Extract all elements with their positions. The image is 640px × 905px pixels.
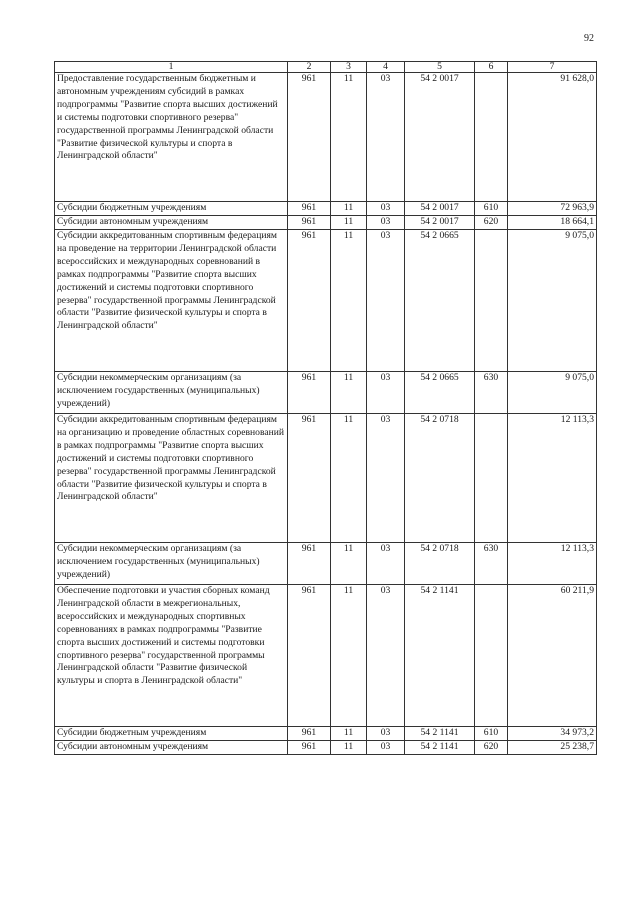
row-subsection: 03 bbox=[367, 543, 405, 585]
row-grbs: 961 bbox=[288, 216, 331, 230]
table-row bbox=[55, 216, 597, 230]
row-grbs: 961 bbox=[288, 73, 331, 202]
header-cell-3: 3 bbox=[331, 62, 367, 73]
row-section: 11 bbox=[331, 73, 367, 202]
row-amount: 72 963,9 bbox=[508, 202, 597, 216]
row-expense-type: 610 bbox=[475, 202, 508, 216]
row-subsection: 03 bbox=[367, 372, 405, 414]
row-subsection: 03 bbox=[367, 230, 405, 372]
row-name: Субсидии бюджетным учреждениям bbox=[55, 727, 288, 741]
row-target-article: 54 2 0017 bbox=[405, 202, 475, 216]
row-section: 11 bbox=[331, 216, 367, 230]
row-expense-type: 620 bbox=[475, 741, 508, 755]
header-cell-6: 6 bbox=[475, 62, 508, 73]
row-target-article: 54 2 0017 bbox=[405, 216, 475, 230]
row-grbs: 961 bbox=[288, 585, 331, 727]
row-subsection: 03 bbox=[367, 202, 405, 216]
row-grbs: 961 bbox=[288, 414, 331, 543]
table-row bbox=[55, 741, 597, 755]
table-row bbox=[55, 73, 597, 202]
row-subsection: 03 bbox=[367, 414, 405, 543]
row-subsection: 03 bbox=[367, 727, 405, 741]
row-name: Предоставление государственным бюджетным и автономным учреждениям субсидий в рамках подпрограммы "Развитие спорта высших достижений и системы подготовки спортивного резерва" государственной программы Ленинградской области "Развитие физической культуры и спорта в Ленинградской области" bbox=[55, 73, 288, 202]
row-expense-type bbox=[475, 73, 508, 202]
row-name: Субсидии аккредитованным спортивным федерациям на проведение на территории Ленинградской области всероссийских и международных соревнований в рамках подпрограммы "Развитие спорта высших достижений и системы подготовки спортивного резерва" государственной программы Ленинградской области "Развитие физической культуры и спорта в Ленинградской области" bbox=[55, 230, 288, 372]
row-expense-type: 630 bbox=[475, 543, 508, 585]
row-section: 11 bbox=[331, 414, 367, 543]
row-expense-type: 630 bbox=[475, 372, 508, 414]
table-row bbox=[55, 585, 597, 727]
table-row bbox=[55, 414, 597, 543]
row-amount: 9 075,0 bbox=[508, 372, 597, 414]
row-expense-type bbox=[475, 414, 508, 543]
table-row bbox=[55, 202, 597, 216]
header-cell-4: 4 bbox=[367, 62, 405, 73]
row-grbs: 961 bbox=[288, 230, 331, 372]
header-cell-7: 7 bbox=[508, 62, 597, 73]
row-name: Субсидии автономным учреждениям bbox=[55, 741, 288, 755]
page-number: 92 bbox=[584, 33, 594, 44]
header-cell-2: 2 bbox=[288, 62, 331, 73]
row-section: 11 bbox=[331, 727, 367, 741]
header-cell-5: 5 bbox=[405, 62, 475, 73]
table-row bbox=[55, 543, 597, 585]
row-target-article: 54 2 1141 bbox=[405, 741, 475, 755]
row-amount: 25 238,7 bbox=[508, 741, 597, 755]
row-subsection: 03 bbox=[367, 216, 405, 230]
row-amount: 34 973,2 bbox=[508, 727, 597, 741]
row-amount: 91 628,0 bbox=[508, 73, 597, 202]
row-target-article: 54 2 0665 bbox=[405, 372, 475, 414]
table-row bbox=[55, 230, 597, 372]
row-name: Субсидии некоммерческим организациям (за исключением государственных (муниципальных) учреждений) bbox=[55, 543, 288, 585]
row-amount: 60 211,9 bbox=[508, 585, 597, 727]
table-row bbox=[55, 372, 597, 414]
row-target-article: 54 2 0665 bbox=[405, 230, 475, 372]
row-amount: 9 075,0 bbox=[508, 230, 597, 372]
row-name: Субсидии автономным учреждениям bbox=[55, 216, 288, 230]
row-amount: 12 113,3 bbox=[508, 543, 597, 585]
row-section: 11 bbox=[331, 585, 367, 727]
row-name: Субсидии аккредитованным спортивным федерациям на организацию и проведение областных соревнований в рамках подпрограммы "Развитие спорта высших достижений и системы подготовки спортивного резерва" государственной программы Ленинградской области "Развитие физической культуры и спорта в Ленинградской области" bbox=[55, 414, 288, 543]
row-expense-type bbox=[475, 230, 508, 372]
row-section: 11 bbox=[331, 202, 367, 216]
row-subsection: 03 bbox=[367, 741, 405, 755]
row-section: 11 bbox=[331, 543, 367, 585]
header-row bbox=[55, 62, 597, 73]
row-grbs: 961 bbox=[288, 543, 331, 585]
header-cell-1: 1 bbox=[55, 62, 288, 73]
row-target-article: 54 2 1141 bbox=[405, 727, 475, 741]
row-name: Субсидии некоммерческим организациям (за исключением государственных (муниципальных) учреждений) bbox=[55, 372, 288, 414]
row-grbs: 961 bbox=[288, 202, 331, 216]
row-target-article: 54 2 0017 bbox=[405, 73, 475, 202]
row-section: 11 bbox=[331, 372, 367, 414]
row-section: 11 bbox=[331, 741, 367, 755]
row-expense-type bbox=[475, 585, 508, 727]
row-target-article: 54 2 0718 bbox=[405, 414, 475, 543]
row-grbs: 961 bbox=[288, 727, 331, 741]
row-subsection: 03 bbox=[367, 585, 405, 727]
row-name: Обеспечение подготовки и участия сборных команд Ленинградской области в межрегиональных, всероссийских и международных спортивных соревнованиях в рамках подпрограммы "Развитие спорта высших достижений и системы подготовки спортивного резерва" государственной программы Ленинградской области "Развитие физической культуры и спорта в Ленинградской области" bbox=[55, 585, 288, 727]
row-amount: 12 113,3 bbox=[508, 414, 597, 543]
row-grbs: 961 bbox=[288, 741, 331, 755]
row-expense-type: 610 bbox=[475, 727, 508, 741]
row-amount: 18 664,1 bbox=[508, 216, 597, 230]
table-row bbox=[55, 727, 597, 741]
row-target-article: 54 2 1141 bbox=[405, 585, 475, 727]
row-expense-type: 620 bbox=[475, 216, 508, 230]
row-grbs: 961 bbox=[288, 372, 331, 414]
row-target-article: 54 2 0718 bbox=[405, 543, 475, 585]
row-name: Субсидии бюджетным учреждениям bbox=[55, 202, 288, 216]
row-section: 11 bbox=[331, 230, 367, 372]
row-subsection: 03 bbox=[367, 73, 405, 202]
budget-table bbox=[54, 61, 597, 755]
